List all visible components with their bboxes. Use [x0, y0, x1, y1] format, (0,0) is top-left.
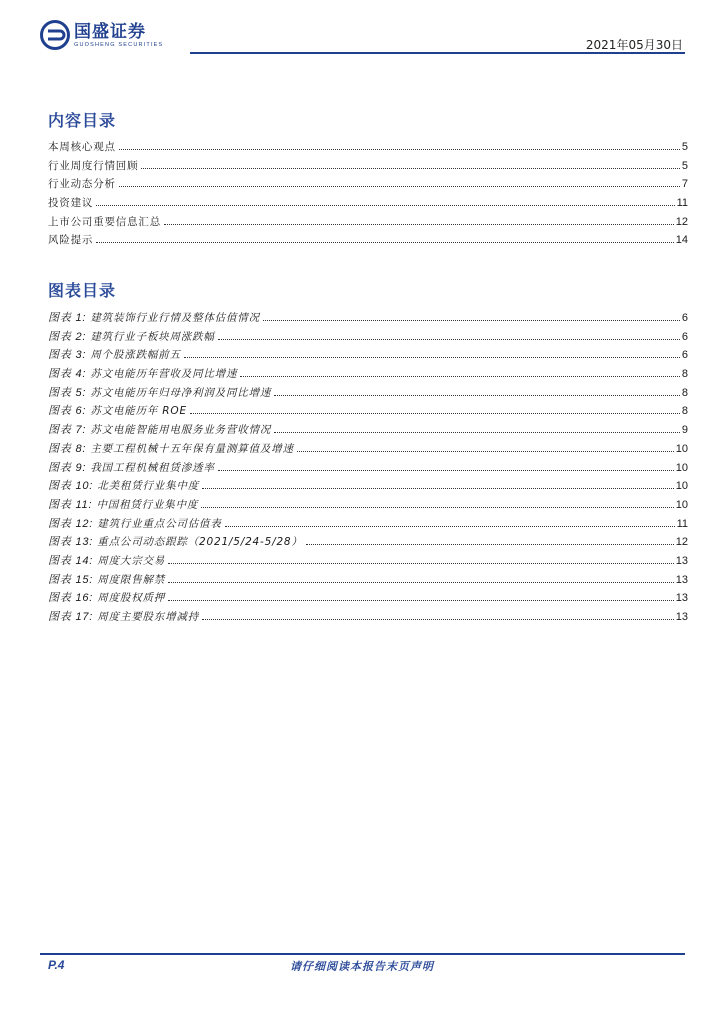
figure-caption: 中国租赁行业集中度: [96, 498, 199, 511]
dot-leader: [218, 470, 674, 471]
toc-entry-label: [48, 533, 303, 549]
toc-entry-page: 13: [675, 611, 688, 623]
page-number: P.4: [48, 958, 65, 972]
figure-caption: 重点公司动态跟踪（2021/5/24-5/28）: [97, 536, 303, 549]
dot-leader: [240, 376, 680, 377]
toc-entry-label: [48, 421, 271, 437]
toc-entry-label: [48, 402, 187, 418]
figure-caption: 周度股权质押: [97, 592, 166, 605]
figure-number: 图表 6:: [48, 405, 87, 418]
toc-entry[interactable]: [48, 365, 688, 384]
toc-entry-label: [48, 440, 294, 456]
toc-entry-label: [48, 459, 215, 475]
dot-leader: [274, 395, 680, 396]
toc-entry[interactable]: [48, 214, 688, 233]
toc-entry-page: 11: [676, 197, 688, 210]
toc-entry-page: 12: [675, 536, 688, 549]
toc-entry[interactable]: [48, 402, 688, 421]
logo-english-name: GUOSHENG SECURITIES: [74, 41, 164, 48]
toc-entry-page: 12: [675, 215, 688, 228]
dot-leader: [274, 432, 680, 433]
figure-number: 图表 14:: [48, 554, 94, 567]
figure-caption: 建筑行业重点公司估值表: [97, 517, 222, 530]
toc-entry-label: [48, 477, 199, 493]
report-date: 2021年05月30日: [585, 38, 683, 52]
toc-entry-label: [48, 365, 237, 381]
figure-caption: 我国工程机械租赁渗透率: [90, 461, 215, 474]
figure-number: 图表 11:: [48, 498, 93, 511]
dot-leader: [201, 507, 674, 508]
dot-leader: [297, 451, 674, 452]
toc-entry-label: 上市公司重要信息汇总: [48, 215, 161, 228]
figure-number: 图表 5:: [48, 386, 87, 399]
toc-entry-label: [48, 496, 198, 512]
toc-entry-page: 14: [675, 234, 688, 247]
toc-entry-page: 13: [675, 573, 688, 586]
figure-caption: 建筑行业子板块周涨跌幅: [90, 330, 215, 343]
dot-leader: [306, 544, 674, 545]
toc-entry[interactable]: [48, 459, 688, 478]
toc-entry[interactable]: [48, 608, 688, 627]
toc-entry-page: 10: [675, 461, 688, 474]
disclaimer-note: 请仔细阅读本报告末页声明: [290, 960, 434, 973]
toc-entry-label: [48, 328, 215, 344]
dot-leader: [141, 168, 679, 169]
logo-chinese-name: 国盛证券: [74, 21, 146, 42]
toc-entry[interactable]: [48, 328, 688, 347]
figure-caption: 周度大宗交易: [97, 554, 166, 567]
toc-entry-label: [48, 608, 199, 624]
header-divider: [190, 52, 685, 54]
figures-title: 图表目录: [48, 281, 117, 300]
toc-entry-page: 10: [675, 498, 688, 511]
toc-entry-page: 9: [681, 424, 688, 437]
toc-entry-page: 6: [681, 349, 688, 362]
dot-leader: [263, 320, 680, 321]
toc-entry[interactable]: [48, 515, 688, 534]
toc-entry-page: 10: [675, 480, 688, 493]
toc-entry[interactable]: [48, 421, 688, 440]
dot-leader: [202, 619, 674, 620]
dot-leader: [164, 224, 674, 225]
footer-divider: [40, 953, 685, 955]
toc-entry[interactable]: [48, 176, 688, 195]
toc-entry-page: 7: [681, 178, 688, 191]
toc-entry[interactable]: [48, 571, 688, 590]
toc-entry[interactable]: [48, 139, 688, 158]
company-logo: [40, 20, 163, 50]
figure-caption: 苏文电能历年营收及同比增速: [90, 368, 238, 381]
figure-caption: 主要工程机械十五年保有量测算值及增速: [90, 442, 294, 455]
figure-number: 图表 8:: [48, 442, 87, 455]
page-header: [40, 18, 685, 54]
figure-number: 图表 7:: [48, 424, 87, 437]
dot-leader: [168, 582, 674, 583]
toc-entry-label: [48, 346, 181, 362]
toc-entry[interactable]: [48, 158, 688, 177]
toc-entry-label: 风险提示: [48, 234, 94, 247]
dot-leader: [119, 149, 680, 150]
figure-number: 图表 10:: [48, 480, 94, 493]
toc-entry-page: 5: [681, 141, 688, 153]
figure-number: 图表 4:: [48, 368, 87, 381]
toc-entry-page: 10: [675, 442, 688, 455]
toc-entry-page: 13: [675, 592, 688, 605]
toc-entry[interactable]: [48, 477, 688, 496]
figure-number: 图表 2:: [48, 330, 87, 343]
toc-entry[interactable]: [48, 232, 688, 251]
contents-list: [48, 139, 688, 251]
toc-entry[interactable]: [48, 533, 688, 552]
toc-entry-label: [48, 309, 260, 325]
dot-leader: [119, 186, 680, 187]
figure-number: 图表 1:: [48, 312, 87, 324]
figure-caption: 北美租赁行业集中度: [97, 480, 199, 493]
toc-entry-page: 8: [681, 368, 688, 381]
figure-caption: 周个股涨跌幅前五: [90, 349, 181, 362]
toc-entry-label: [48, 552, 165, 568]
toc-entry[interactable]: [48, 589, 688, 608]
toc-entry-page: 8: [681, 405, 688, 418]
toc-entry-label: [48, 384, 271, 400]
figures-list: [48, 309, 688, 627]
toc-entry-page: 11: [676, 517, 688, 530]
figure-caption: 建筑装饰行业行情及整体估值情况: [90, 312, 260, 324]
dot-leader: [96, 242, 674, 243]
toc-entry-label: 本周核心观点: [48, 141, 116, 153]
figure-caption: 周度限售解禁: [97, 573, 166, 586]
figure-caption: 周度主要股东增减持: [97, 611, 199, 623]
toc-entry-label: 行业周度行情回顾: [48, 159, 139, 172]
figure-number: 图表 17:: [48, 611, 94, 623]
toc-entry[interactable]: [48, 195, 688, 214]
toc-entry-page: 13: [675, 554, 688, 567]
dot-leader: [184, 357, 680, 358]
toc-entry-page: 6: [681, 330, 688, 343]
toc-entry[interactable]: [48, 440, 688, 459]
figure-caption: 苏文电能历年归母净利润及同比增速: [90, 386, 272, 399]
contents-title: 内容目录: [48, 111, 117, 130]
dot-leader: [168, 563, 674, 564]
toc-entry[interactable]: [48, 309, 688, 328]
dot-leader: [225, 526, 675, 527]
dot-leader: [218, 339, 680, 340]
toc-entry-label: 行业动态分析: [48, 178, 116, 191]
toc-entry[interactable]: [48, 384, 688, 403]
toc-entry[interactable]: [48, 346, 688, 365]
figure-number: 图表 13:: [48, 536, 94, 549]
figure-number: 图表 16:: [48, 592, 94, 605]
toc-entry-page: 5: [681, 159, 688, 172]
toc-entry-label: 投资建议: [48, 197, 94, 210]
toc-entry-page: 8: [681, 386, 688, 399]
toc-entry-label: [48, 515, 222, 531]
dot-leader: [190, 413, 680, 414]
dot-leader: [168, 600, 674, 601]
toc-entry[interactable]: [48, 552, 688, 571]
figure-caption: 苏文电能智能用电服务业务营收情况: [90, 424, 272, 437]
figure-number: 图表 9:: [48, 461, 87, 474]
logo-mark-icon: [40, 20, 70, 50]
toc-entry[interactable]: [48, 496, 688, 515]
figure-caption: 苏文电能历年 ROE: [90, 405, 187, 418]
dot-leader: [96, 205, 674, 206]
toc-entry-label: [48, 589, 165, 605]
dot-leader: [202, 488, 674, 489]
figure-number: 图表 12:: [48, 517, 94, 530]
toc-entry-page: 6: [681, 312, 688, 324]
figure-number: 图表 3:: [48, 349, 87, 362]
figure-number: 图表 15:: [48, 573, 94, 586]
toc-entry-label: [48, 571, 165, 587]
